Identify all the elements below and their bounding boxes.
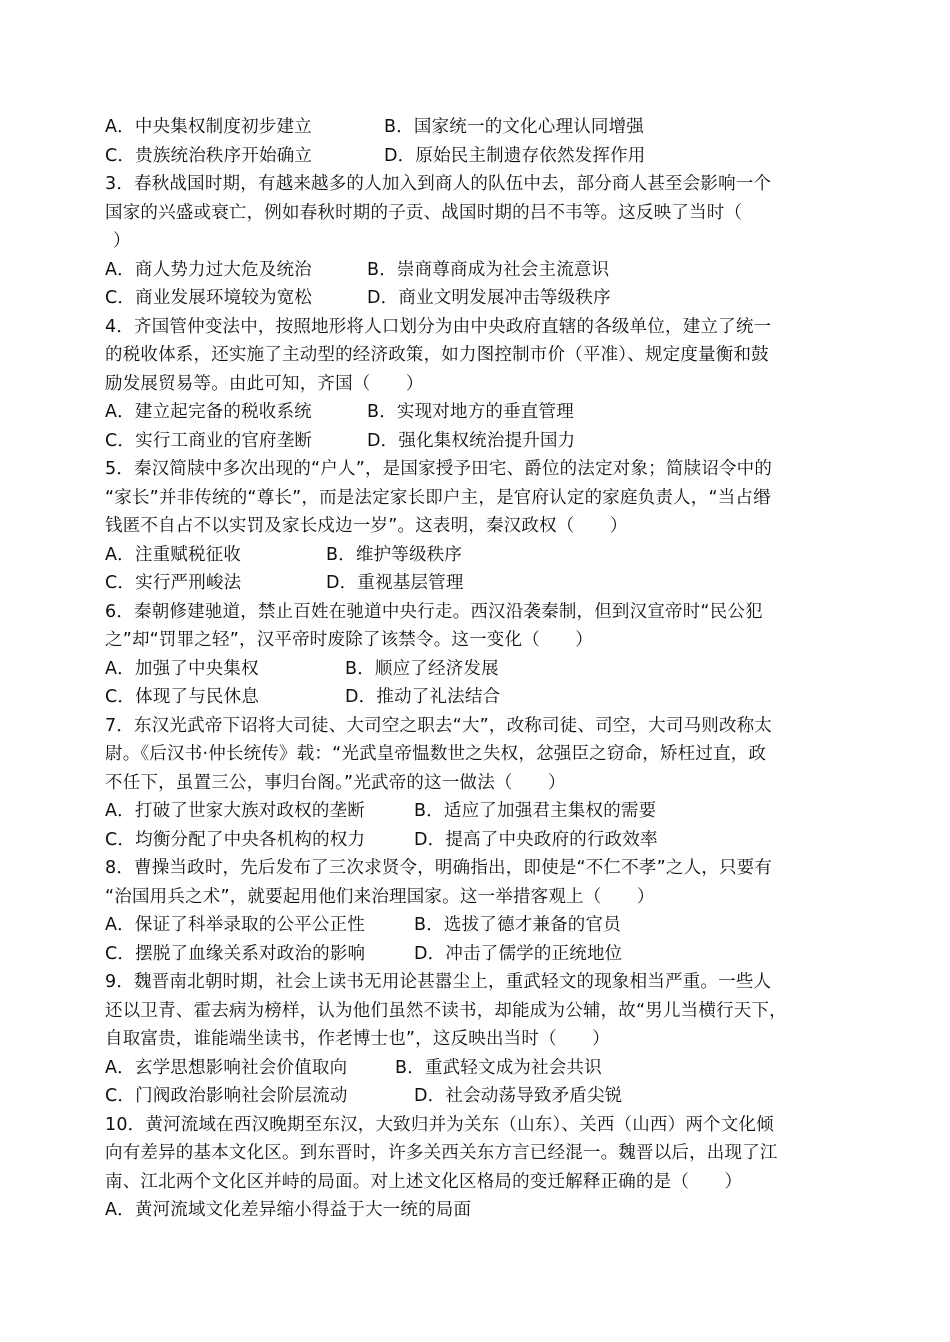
q5-option-b[interactable]: B．维护等级秩序 xyxy=(326,544,463,565)
q7-option-c[interactable]: C．均衡分配了中央各机构的权力 xyxy=(105,829,366,850)
q3-options-row-2 xyxy=(105,284,853,313)
q3-option-d[interactable]: D．商业文明发展冲击等级秩序 xyxy=(367,288,611,308)
q7-options-row-2 xyxy=(105,826,853,855)
q6-options-row-1 xyxy=(105,655,853,684)
q10-stem: 10．黄河流域在西汉晚期至东汉，大致归并为关东（山东）、关西（山西）两个文化倾 向有差异的基本文化区。到东晋时，许多关西关东方言已经混一。魏晋以后，出现了江 南、江北两个文化区并峙的局面。对上述文化区格局的变迁解释正确的是（ ） xyxy=(105,1114,778,1192)
q6-stem: 6．秦朝修建驰道，禁止百姓在驰道中央行走。西汉沿袭秦制，但到汉宣帝时“民公犯 之”却“罚罪之轻”，汉平帝时废除了该禁令。这一变化（ ） xyxy=(105,601,763,650)
q2-options-row-1 xyxy=(105,113,853,142)
q10-option-a[interactable]: A．黄河流域文化差异缩小得益于大一统的局面 xyxy=(105,1200,472,1220)
q8-option-b[interactable]: B．选拔了德才兼备的官员 xyxy=(414,915,621,935)
q8-option-a[interactable]: A．保证了科举录取的公平公正性 xyxy=(105,915,365,935)
q7-option-a[interactable]: A．打破了世家大族对政权的垄断 xyxy=(105,801,365,821)
q3-option-c[interactable]: C．商业发展环境较为宽松 xyxy=(105,288,313,308)
q4-option-c[interactable]: C．实行工商业的官府垄断 xyxy=(105,430,313,451)
q9-stem: 9．魏晋南北朝时期，社会上读书无用论甚嚣尘上，重武轻文的现象相当严重。一些人 还以卫青、霍去病为榜样，认为他们虽然不读书，却能成为公辅，故“男儿当横行天下， 自取富贵，谁能端坐读书，作老博士也”，这反映出当时（ ） xyxy=(105,972,787,1049)
q2-options-row-2 xyxy=(105,142,853,171)
q3-option-a[interactable]: A．商人势力过大危及统治 xyxy=(105,259,312,280)
q6-option-d[interactable]: D．推动了礼法结合 xyxy=(345,687,501,707)
q4-options-row-2 xyxy=(105,427,853,456)
q4-options-row-1 xyxy=(105,398,853,427)
q7-stem: 7．东汉光武帝下诏将大司徒、大司空之职去“大”，改称司徒、司空，大司马则改称太 尉。《后汉书·仲长统传》载：“光武皇帝愠数世之失权，忿强臣之窃命，矫枉过直，政 不任下，虽置三公，事归台阁。”光武帝的这一做法（ ） xyxy=(105,715,773,793)
q7-options-row-1 xyxy=(105,797,853,826)
q8-stem: 8．曹操当政时，先后发布了三次求贤令，明确指出，即使是“不仁不孝”之人，只要有 “治国用兵之术”，就要起用他们来治理国家。这一举措客观上（ ） xyxy=(105,858,773,907)
q9-options-row-1 xyxy=(105,1054,853,1083)
q9-option-b[interactable]: B．重武轻文成为社会共识 xyxy=(395,1057,602,1078)
q3-option-b[interactable]: B．崇商尊商成为社会主流意识 xyxy=(367,259,610,280)
q2-option-d[interactable]: D．原始民主制遗存依然发挥作用 xyxy=(384,145,646,166)
q2-option-b[interactable]: B．国家统一的文化心理认同增强 xyxy=(384,117,645,137)
exam-page xyxy=(105,113,853,1225)
q7-option-b[interactable]: B．适应了加强君主集权的需要 xyxy=(414,801,657,821)
q9-options-row-2 xyxy=(105,1082,853,1111)
q6-options-row-2 xyxy=(105,683,853,712)
q4-stem: 4．齐国管仲变法中，按照地形将人口划分为由中央政府直辖的各级单位，建立了统一 的税收体系，还实施了主动型的经济政策，如力图控制市价（平准）、规定度量衡和鼓 励发展贸易等。由此可知，齐国（ ） xyxy=(105,316,772,394)
q5-stem: 5．秦汉简牍中多次出现的“户人”，是国家授予田宅、爵位的法定对象；简牍诏令中的 “家长”并非传统的“尊长”，而是法定家长即户主，是官府认定的家庭负责人，“当占缗 钱匿不自占不以实罚及家长戍边一岁”。这表明，秦汉政权（ ） xyxy=(105,459,773,536)
q8-options-row-2 xyxy=(105,940,853,969)
q2-option-a[interactable]: A．中央集权制度初步建立 xyxy=(105,117,312,137)
q4-option-b[interactable]: B．实现对地方的垂直管理 xyxy=(367,402,574,422)
q4-option-a[interactable]: A．建立起完备的税收系统 xyxy=(105,402,312,422)
q6-option-b[interactable]: B．顺应了经济发展 xyxy=(345,658,499,679)
q5-option-c[interactable]: C．实行严刑峻法 xyxy=(105,573,242,593)
q6-option-c[interactable]: C．体现了与民休息 xyxy=(105,687,260,707)
q8-options-row-1 xyxy=(105,911,853,940)
q3-options-row-1 xyxy=(105,256,853,285)
q5-options-row-2 xyxy=(105,569,853,598)
q2-option-c[interactable]: C．贵族统治秩序开始确立 xyxy=(105,145,313,166)
q5-options-row-1 xyxy=(105,541,853,570)
q6-option-a[interactable]: A．加强了中央集权 xyxy=(105,658,259,679)
q9-option-c[interactable]: C．门阀政治影响社会阶层流动 xyxy=(105,1086,348,1106)
q5-option-d[interactable]: D．重视基层管理 xyxy=(326,573,464,593)
q8-option-c[interactable]: C．摆脱了血缘关系对政治的影响 xyxy=(105,943,366,964)
q9-option-d[interactable]: D．社会动荡导致矛盾尖锐 xyxy=(414,1086,623,1106)
q8-option-d[interactable]: D．冲击了儒学的正统地位 xyxy=(414,943,623,964)
q3-stem: 3．春秋战国时期，有越来越多的人加入到商人的队伍中去，部分商人甚至会影响一个 国家的兴盛或衰亡，例如春秋时期的子贡、战国时期的吕不韦等。这反映了当时（ ） xyxy=(105,174,772,251)
q4-option-d[interactable]: D．强化集权统治提升国力 xyxy=(367,430,576,451)
q9-option-a[interactable]: A．玄学思想影响社会价值取向 xyxy=(105,1057,348,1078)
q7-option-d[interactable]: D．提高了中央政府的行政效率 xyxy=(414,829,658,850)
q5-option-a[interactable]: A．注重赋税征收 xyxy=(105,544,242,565)
